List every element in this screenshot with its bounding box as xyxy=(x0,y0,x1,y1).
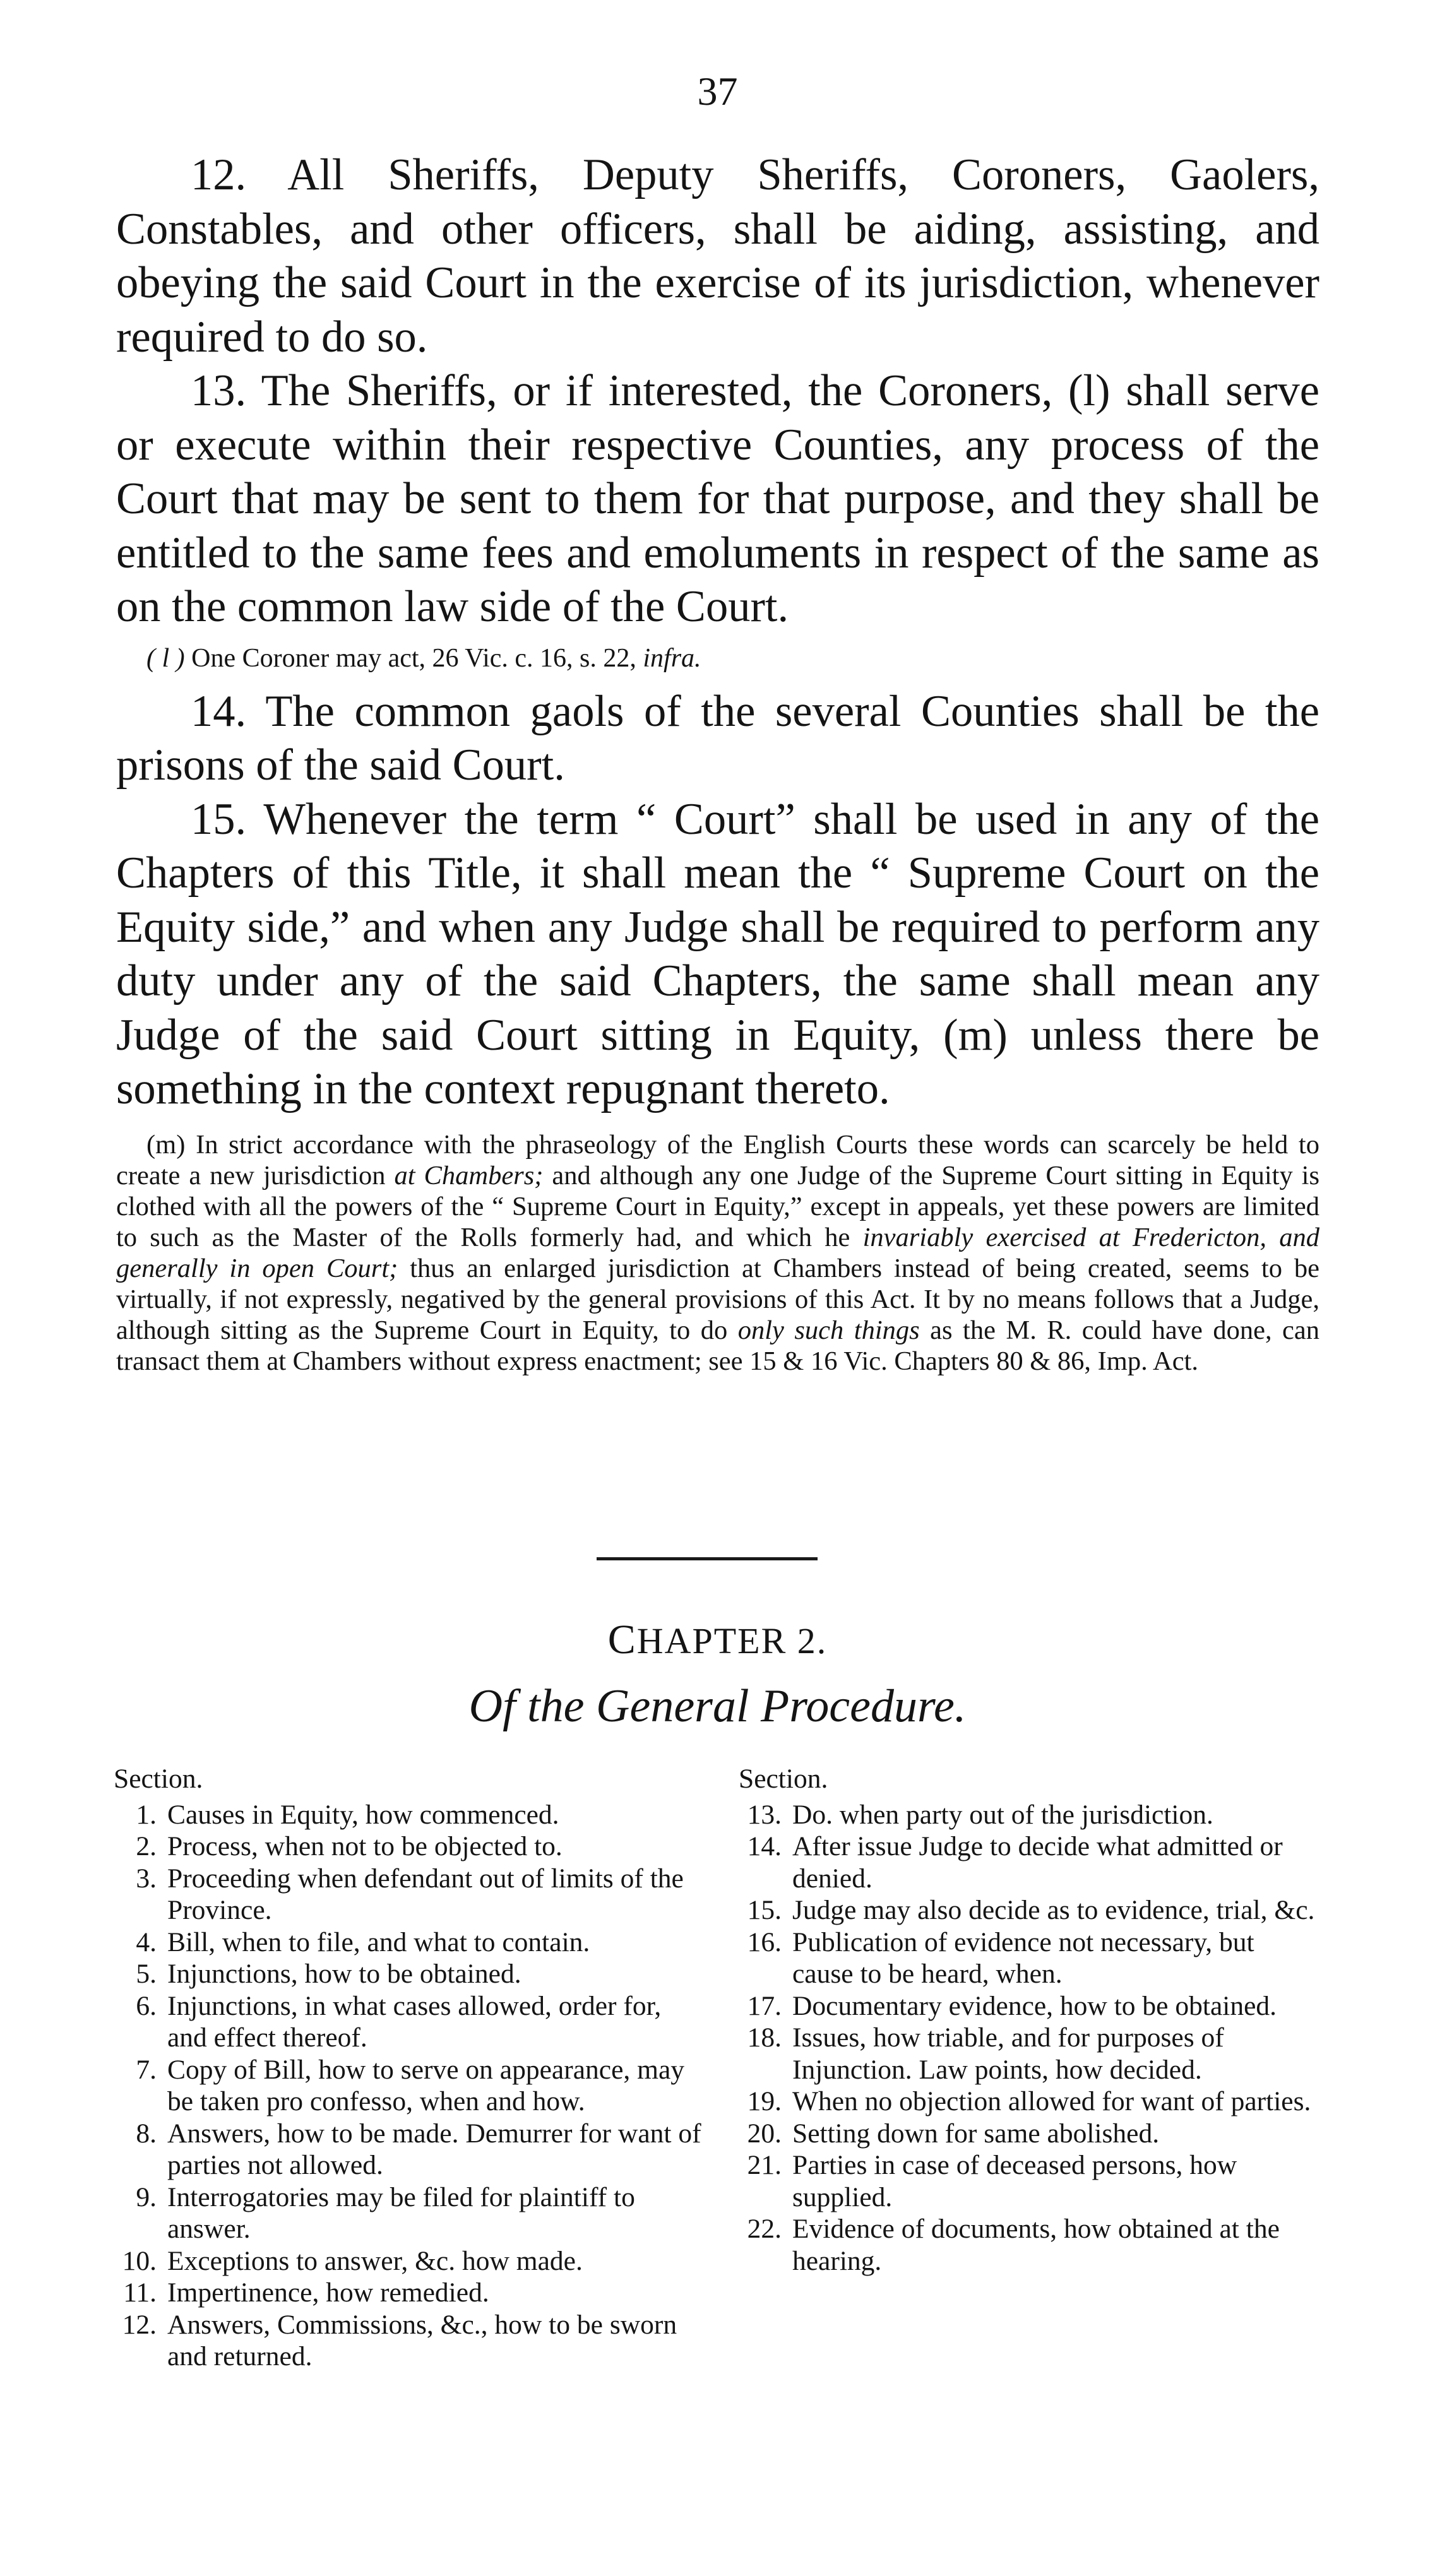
synopsis-item-number: 4. xyxy=(136,1926,157,1957)
synopsis-item xyxy=(101,2245,707,2277)
synopsis-item-text: Publication of evidence not necessary, but cause to be heard, when. xyxy=(792,1926,1254,1989)
synopsis-item-text: When no objection allowed for want of parties. xyxy=(792,2086,1311,2116)
synopsis-item-number: 12. xyxy=(122,2309,157,2340)
synopsis-item-number: 15. xyxy=(747,1895,782,1925)
footnote-m-part1: In strict accordance with the phraseology of the English Courts these words can scarcely be held to create a new jurisdiction xyxy=(116,1129,1319,1190)
synopsis-item xyxy=(726,2213,1319,2277)
footnote-m xyxy=(116,1129,1319,1377)
synopsis-item-number: 6. xyxy=(136,1990,157,2021)
synopsis-item xyxy=(101,2054,707,2118)
synopsis-item xyxy=(726,2022,1319,2086)
synopsis-item-number: 22. xyxy=(747,2214,782,2244)
synopsis-item xyxy=(101,1799,707,1831)
footnote-l-text: One Coroner may act, 26 Vic. c. 16, s. 22, xyxy=(191,643,636,673)
synopsis-item xyxy=(726,1894,1319,1926)
synopsis-item-text: Parties in case of deceased persons, how supplied. xyxy=(792,2150,1237,2212)
synopsis-item xyxy=(101,1926,707,1959)
footnote-l-mark: ( l ) xyxy=(146,643,185,673)
synopsis-item-number: 14. xyxy=(747,1831,782,1861)
synopsis-item-number: 11. xyxy=(123,2277,157,2308)
synopsis-item-number: 17. xyxy=(747,1990,782,2021)
synopsis-item xyxy=(101,2277,707,2309)
synopsis-item xyxy=(101,1958,707,1990)
synopsis-item xyxy=(101,2181,707,2245)
footnote-l xyxy=(116,641,1319,676)
synopsis-item-text: Setting down for same abolished. xyxy=(792,2118,1160,2149)
footnote-m-ital2: invariably exercised at Fredericton, and generally in open Court; xyxy=(116,1222,1319,1283)
synopsis-item-text: Judge may also decide as to evidence, trial, &c. xyxy=(792,1895,1315,1925)
synopsis-right-column xyxy=(726,1763,1319,2277)
synopsis-item-number: 18. xyxy=(747,2022,782,2053)
synopsis-item xyxy=(101,1863,707,1926)
synopsis-item-text: Answers, how to be made. Demurrer for want of parties not allowed. xyxy=(167,2118,701,2180)
synopsis-item-text: Do. when party out of the jurisdiction. xyxy=(792,1799,1213,1830)
synopsis-item-text: Bill, when to file, and what to contain. xyxy=(167,1926,590,1957)
synopsis-item-number: 5. xyxy=(136,1959,157,1989)
synopsis-item-number: 10. xyxy=(122,2245,157,2276)
section-12: 12. All Sheriffs, Deputy Sheriffs, Coroners, Gaolers, Constables, and other officers, shall be aiding, assisting, and obeying the said Court in the exercise of its jurisdiction, whenever required to do so. xyxy=(116,150,1319,362)
synopsis-item-number: 9. xyxy=(136,2181,157,2212)
section-divider xyxy=(597,1557,818,1560)
synopsis-item-text: Causes in Equity, how commenced. xyxy=(167,1799,559,1830)
synopsis-item-number: 21. xyxy=(747,2150,782,2180)
synopsis-item xyxy=(101,2309,707,2373)
footnote-m-mark: (m) xyxy=(146,1129,186,1160)
synopsis-item xyxy=(726,1926,1319,1990)
synopsis-right-heading: Section. xyxy=(739,1764,828,1794)
synopsis-left-heading: Section. xyxy=(114,1764,203,1794)
synopsis-item-text: Injunctions, in what cases allowed, order for, and effect thereof. xyxy=(167,1990,662,2053)
footnote-m-part4: as the M. R. could have done, can transact them at Chambers without express enactment; see 15 & 16 Vic. Chapters 80 & 86, Imp. Act. xyxy=(116,1315,1320,1376)
synopsis-item-text: Injunctions, how to be obtained. xyxy=(167,1959,521,1989)
synopsis-item-number: 2. xyxy=(136,1831,157,1861)
synopsis-item xyxy=(101,1990,707,2054)
synopsis-item xyxy=(726,2118,1319,2150)
synopsis-item xyxy=(726,2149,1319,2213)
synopsis-item-text: Interrogatories may be filed for plaintiff to answer. xyxy=(167,2181,635,2244)
chapter-subtitle: Of the General Procedure. xyxy=(468,1680,967,1732)
chapter-heading-cap: C xyxy=(607,1617,637,1663)
synopsis-item-number: 7. xyxy=(136,2054,157,2085)
synopsis-item-number: 3. xyxy=(136,1863,157,1894)
footnote-m-ital1: at Chambers; xyxy=(394,1160,544,1190)
synopsis-item-number: 13. xyxy=(747,1799,782,1830)
synopsis-item-text: Answers, Commissions, &c., how to be sworn and returned. xyxy=(167,2309,677,2371)
synopsis-item-number: 20. xyxy=(747,2118,782,2149)
synopsis-item-text: Documentary evidence, how to be obtained. xyxy=(792,1990,1277,2021)
synopsis-item xyxy=(726,1799,1319,1831)
synopsis-item-text: Process, when not to be objected to. xyxy=(167,1831,563,1861)
footnote-m-ital3: only such things xyxy=(737,1315,920,1345)
page-number: 37 xyxy=(697,69,738,114)
synopsis-item xyxy=(101,1831,707,1863)
footnote-l-ref: infra. xyxy=(643,643,701,673)
section-15: 15. Whenever the term “ Court” shall be used in any of the Chapters of this Title, it shall mean the “ Supreme Court on the Equity side,” and when any Judge shall be required to perform any duty under any of the said Chapters, the same shall mean any Judge of the said Court sitting in Equity, (m) unless there be something in the context repugnant thereto. xyxy=(116,794,1319,1113)
synopsis-left-column xyxy=(101,1763,707,2373)
section-13: 13. The Sheriffs, or if interested, the Coroners, (l) shall serve or execute within their respective Counties, any process of the Court that may be sent to them for that purpose, and they shall be entitled to the same fees and emoluments in respect of the same as on the common law side of the Court. xyxy=(116,366,1319,631)
synopsis-item-text: Impertinence, how remedied. xyxy=(167,2277,489,2308)
synopsis-item-number: 19. xyxy=(747,2086,782,2116)
synopsis-item-number: 16. xyxy=(747,1926,782,1957)
section-14: 14. The common gaols of the several Counties shall be the prisons of the said Court. xyxy=(116,686,1319,790)
footnote-m-part2: and although any one Judge of the Supreme Court sitting in Equity is clothed with all the powers of the “ Supreme Court in Equity,” except in appeals, yet these powers are limited to such as the Master of the Rolls formerly had, and which he xyxy=(116,1160,1320,1252)
synopsis-item-number: 1. xyxy=(136,1799,157,1830)
synopsis-item-text: Copy of Bill, how to serve on appearance, may be taken pro confesso, when and how. xyxy=(167,2054,685,2116)
synopsis-item xyxy=(101,2118,707,2181)
synopsis-item xyxy=(726,1990,1319,2022)
chapter-heading-rest: HAPTER 2. xyxy=(636,1620,828,1661)
synopsis-item-number: 8. xyxy=(136,2118,157,2149)
synopsis-item xyxy=(726,2086,1319,2118)
synopsis-item-text: Evidence of documents, how obtained at the hearing. xyxy=(792,2214,1280,2276)
synopsis-item-text: Proceeding when defendant out of limits of the Province. xyxy=(167,1863,684,1925)
chapter-heading xyxy=(0,1617,1435,1664)
statute-body xyxy=(116,148,1319,1377)
synopsis-item-text: Exceptions to answer, &c. how made. xyxy=(167,2245,583,2276)
synopsis-item xyxy=(726,1831,1319,1894)
synopsis-item-text: Issues, how triable, and for purposes of Injunction. Law points, how decided. xyxy=(792,2022,1224,2085)
footnote-m-part3: thus an enlarged jurisdiction at Chambers instead of being created, seems to be virtually, if not expressly, negatived by the general provisions of this Act. It by no means follows that a Judge, although sitting as the Supreme Court in Equity, to do xyxy=(116,1253,1320,1345)
synopsis-item-text: After issue Judge to decide what admitted or denied. xyxy=(792,1831,1283,1894)
